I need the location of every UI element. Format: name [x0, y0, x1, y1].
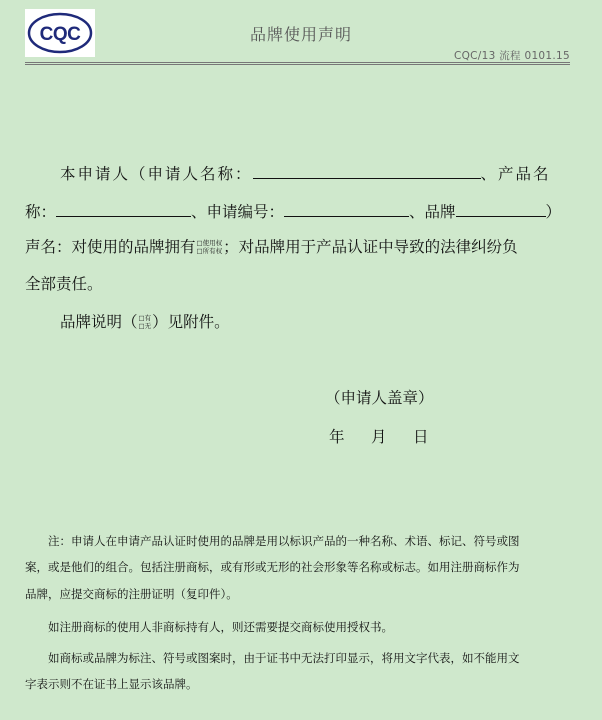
statement-line-4	[25, 273, 570, 295]
brand-field[interactable]	[456, 199, 546, 217]
attachment-checkbox-group[interactable]	[139, 315, 152, 330]
brand-description-label: 品牌说明（	[60, 313, 138, 331]
logo-text: CQC	[39, 24, 81, 45]
date-day: 日	[413, 428, 429, 446]
applicant-label: 本申请人（申请人名称：	[60, 165, 253, 183]
product-label-start: 、产品名	[480, 165, 551, 183]
close-paren: ）	[545, 203, 562, 221]
application-number-field[interactable]	[284, 199, 409, 217]
product-label-end: 称：	[25, 203, 57, 221]
applicant-seal: （申请人盖章）	[325, 389, 434, 407]
product-name-field[interactable]	[56, 199, 191, 217]
statement-line-2	[25, 199, 570, 223]
note-1-line-3: 品牌，应提交商标的注册证明（复印件）。	[25, 587, 238, 601]
note-2: 如注册商标的使用人非商标持有人，则还需要提交商标使用授权书。	[48, 620, 393, 634]
attachment-text: ）见附件。	[152, 313, 230, 331]
date-month: 月	[371, 428, 387, 446]
ownership-checkbox: □所有权	[196, 246, 223, 255]
header-divider	[25, 62, 570, 63]
header-divider-2	[25, 64, 570, 65]
page-title: 品牌使用声明	[249, 25, 352, 44]
application-number-label: 、申请编号：	[191, 203, 285, 221]
note-3-line-1: 如商标或品牌为标注、符号或图案时，由于证书中无法打印显示，将用文字代表，如不能用文	[48, 651, 520, 665]
usage-right-checkbox: □使用权	[196, 239, 223, 247]
note-1-line-1: 注：申请人在申请产品认证时使用的品牌是用以标识产品的一种名称、术语、标记、符号或图	[48, 534, 520, 548]
statement-line-3	[25, 236, 570, 258]
form-code: CQC/13 流程 0101.15	[453, 50, 570, 62]
brand-label: 、品牌	[409, 203, 456, 221]
rights-checkbox-group[interactable]	[197, 240, 223, 255]
statement-line-1	[60, 161, 570, 185]
note-3-line-2: 字表示则不在证书上显示该品牌。	[25, 677, 198, 691]
has-checkbox: □有	[138, 314, 152, 322]
applicant-name-field[interactable]	[253, 161, 481, 179]
declaration-text-2: ；对品牌用于产品认证中导致的法律纠纷负	[223, 238, 518, 256]
date-year: 年	[329, 428, 345, 446]
note-1-line-2: 案，或是他们的组合。包括注册商标，或有形或无形的社会形象等名称或标志。如用注册商标作为	[25, 560, 520, 574]
declaration-text-3: 全部责任。	[25, 275, 103, 293]
declaration-text: 声名：对使用的品牌拥有	[25, 238, 196, 256]
statement-line-5	[60, 311, 570, 333]
none-checkbox: □无	[138, 321, 152, 330]
